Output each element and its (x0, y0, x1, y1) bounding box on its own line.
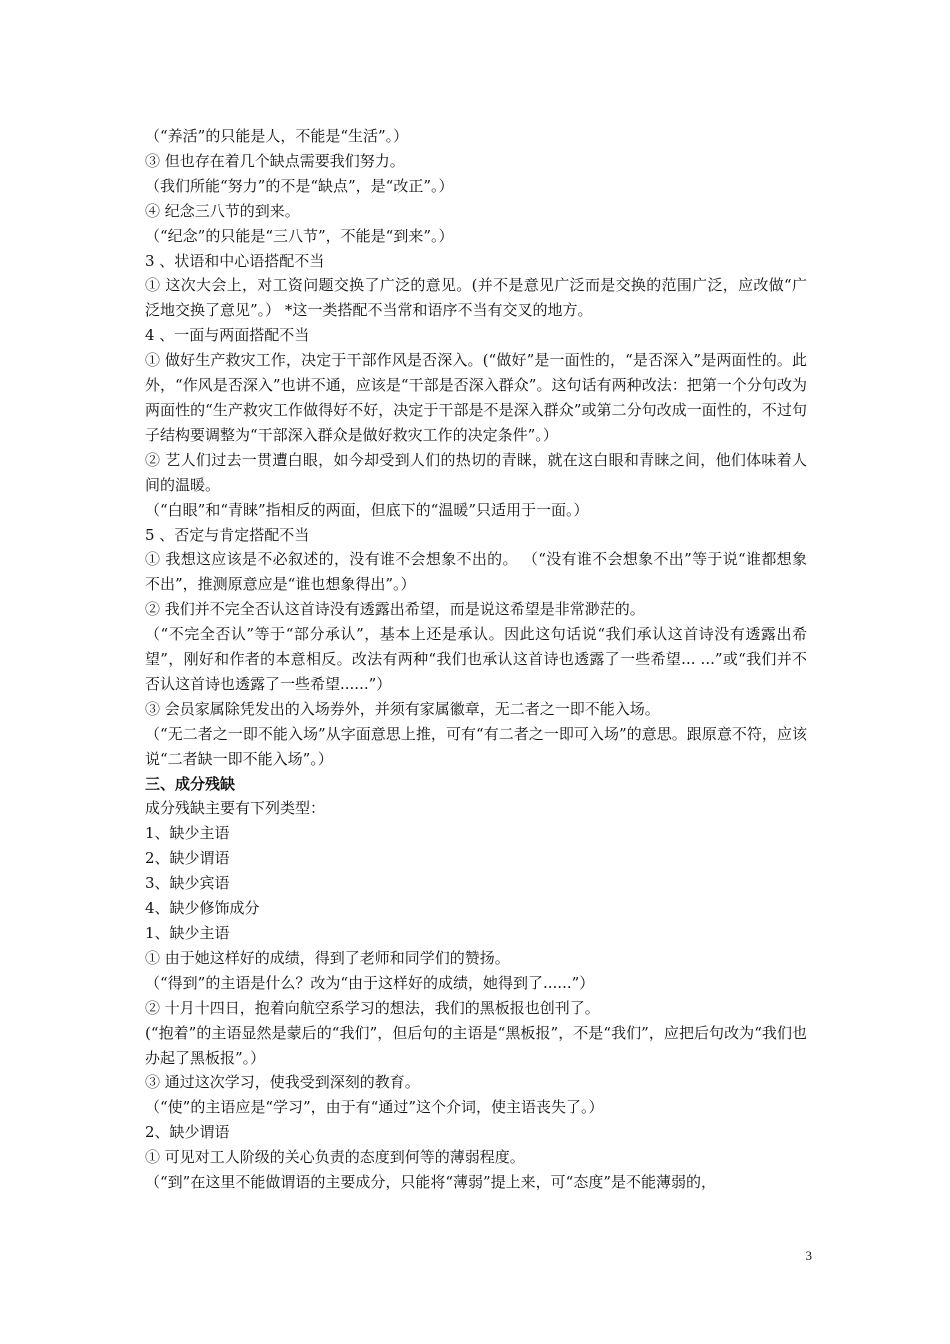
chapter-heading: 三、成分残缺 (145, 774, 236, 793)
text-line: （我们所能“努力”的不是“缺点”，是“改正”。） (145, 176, 454, 195)
text-line: ① 由于她这样好的成绩，得到了老师和同学们的赞扬。 (145, 948, 510, 967)
page-number: 3 (805, 1248, 812, 1263)
text-paragraph: ② 艺人们过去一贯遭白眼，如今却受到人们的热切的青睐，就在这白眼和青睐之间，他们体味着人间的温暖。 (145, 450, 807, 494)
section-heading: 1、缺少主语 (145, 924, 230, 942)
list-item: 3、缺少宾语 (145, 874, 230, 893)
section-heading: 4 、一面与两面搭配不当 (145, 326, 310, 345)
text-line: （“使”的主语应是“学习”，由于有“通过”这个介词，使主语丧失了。） (145, 1098, 604, 1117)
list-item: 2、缺少谓语 (145, 849, 230, 868)
text-line: ③ 但也存在着几个缺点需要我们努力。 (145, 151, 405, 170)
text-line: 成分残缺主要有下列类型： (145, 799, 326, 818)
list-item: 4、缺少修饰成分 (145, 899, 260, 918)
section-heading: 5 、否定与肯定搭配不当 (145, 525, 310, 544)
text-paragraph: ① 这次大会上，对工资问题交换了广泛的意见。(并不是意见广泛而是交换的范围广泛，应改做“广泛地交换了意见”。） *这一类搭配不当常和语序不当有交叉的地方。 (145, 276, 807, 320)
text-line: ② 十月十四日，抱着向航空系学习的想法，我们的黑板报也创刊了。 (145, 998, 600, 1017)
text-line: ③ 会员家属除凭发出的入场券外，并须有家属徽章，无二者之一即不能入场。 (145, 699, 660, 718)
text-paragraph: （“不完全否认”等于“部分承认”，基本上还是承认。因此这句话说“我们承认这首诗没有透露出希望”，刚好和作者的本意相反。改法有两种“我们也承认这首诗也透露了一些希望... ...”或“我们并不否认这首诗也透露了一些希望......”） (145, 625, 807, 693)
text-line: （“得到”的主语是什么？改为“由于这样好的成绩，她得到了......”） (145, 973, 595, 992)
section-heading: 3 、状语和中心语搭配不当 (145, 251, 325, 270)
text-paragraph: ① 做好生产救灾工作，决定于干部作风是否深入。(“做好”是一面性的，“是否深入”是两面性的。此外，“作风是否深入”也讲不通，应该是“干部是否深入群众”。这句话有两种改法：把第一个分句改为两面性的“生产救灾工作做得好不好，决定于干部是不是深入群众”或第二分句改成一面性的，不过句子结构要调整为“干部深入群众是做好救灾工作的决定条件”。） (145, 351, 807, 444)
text-line: ④ 纪念三八节的到来。 (145, 201, 300, 220)
text-paragraph: (“抱着”的主语显然是蒙后的“我们”，但后句的主语是“黑板报”，不是“我们”，应把后句改为“我们也办起了黑板报”。） (145, 1023, 807, 1067)
text-line: （“纪念”的只能是“三八节”，不能是“到来”。） (145, 226, 454, 245)
text-line: （“到”在这里不能做谓语的主要成分，只能将“薄弱”提上来，可“态度”是不能薄弱的， (145, 1173, 717, 1192)
document-body (145, 124, 807, 1195)
list-item: 1、缺少主语 (145, 824, 230, 843)
section-heading: 2、缺少谓语 (145, 1123, 230, 1142)
text-line: ① 可见对工人阶级的关心负责的态度到何等的薄弱程度。 (145, 1148, 525, 1167)
text-line: ③ 通过这次学习，使我受到深刻的教育。 (145, 1073, 420, 1092)
text-line: （“白眼”和“青睐”指相反的两面，但底下的“温暖”只适用于一面。） (145, 500, 589, 519)
text-paragraph: ① 我想这应该是不必叙述的，没有谁不会想象不出的。 （“没有谁不会想象不出”等于说“谁都想象不出”，推测原意应是“谁也想象得出”。） (145, 550, 807, 594)
text-paragraph: （“无二者之一即不能入场”从字面意思上推，可有“有二者之一即可入场”的意思。跟原意不符，应该说“二者缺一即不能入场”。） (145, 724, 807, 768)
text-line: ② 我们并不完全否认这首诗没有透露出希望，而是说这希望是非常渺茫的。 (145, 600, 645, 619)
text-line: （“养活”的只能是人，不能是“生活”。） (145, 127, 409, 145)
